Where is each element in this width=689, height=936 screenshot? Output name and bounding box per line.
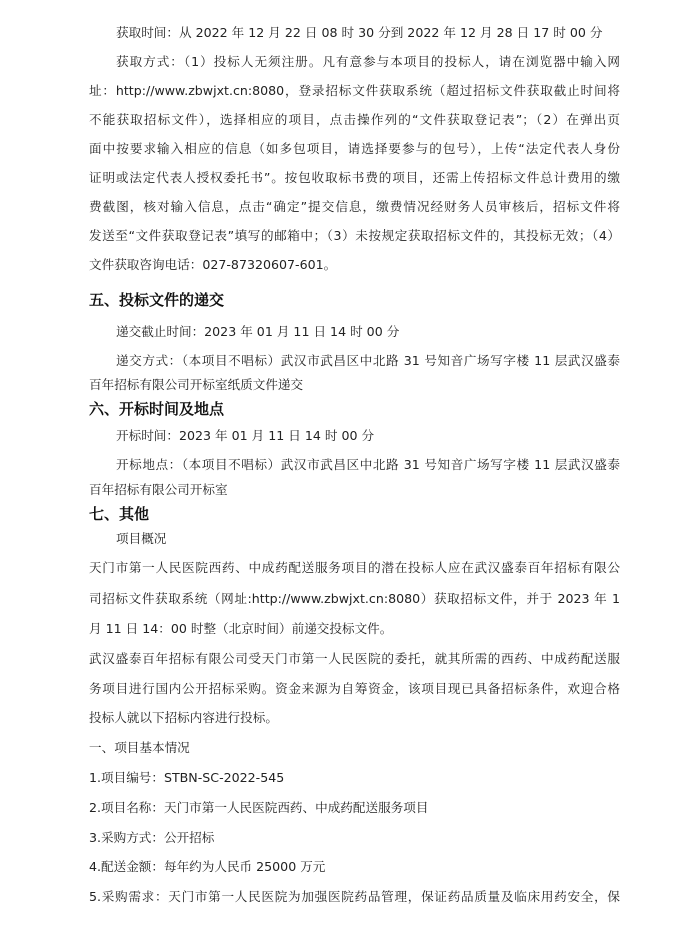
- text-line: 武汉盛泰百年招标有限公司受天门市第一人民医院的委托，就其所需的西药、中成药配送服: [89, 651, 620, 666]
- text-line: 百年招标有限公司开标室纸质文件递交: [89, 377, 304, 392]
- text-line: 一、项目基本情况: [89, 740, 190, 755]
- text-line: 开标时间：2023 年 01 月 11 日 14 时 00 分: [116, 428, 375, 443]
- text-line: 址：http://www.zbwjxt.cn:8080，登录招标文件获取系统（超过招标文件获取截止时间将: [89, 83, 620, 98]
- text-line: 获取时间：从 2022 年 12 月 22 日 08 时 30 分到 2022 年 12 月 28 日 17 时 00 分: [116, 25, 603, 40]
- text-line: 不能获取招标文件），选择相应的项目，点击操作列的“文件获取登记表”；（2）在弹出页: [89, 112, 620, 127]
- text-line: 1.项目编号：STBN-SC-2022-545: [89, 770, 285, 785]
- text-line: 5.采购需求：天门市第一人民医院为加强医院药品管理，保证药品质量及临床用药安全，保: [89, 889, 620, 904]
- text-line: 百年招标有限公司开标室: [89, 482, 228, 497]
- text-line: 证明或法定代表人授权委托书”。按包收取标书费的项目，还需上传招标文件总计费用的缴: [89, 170, 620, 185]
- text-line: 务项目进行国内公开招标采购。资金来源为自筹资金，该项目现已具备招标条件，欢迎合格: [89, 681, 620, 696]
- text-line: 项目概况: [116, 531, 167, 546]
- section-heading: 七、其他: [89, 505, 150, 523]
- text-line: 3.采购方式：公开招标: [89, 830, 215, 845]
- text-line: 面中按要求输入相应的信息（如多包项目，请选择要参与的包号），上传“法定代表人身份: [89, 141, 620, 156]
- text-line: 递交截止时间：2023 年 01 月 11 日 14 时 00 分: [116, 324, 400, 339]
- text-line: 投标人就以下招标内容进行投标。: [89, 710, 278, 725]
- text-line: 开标地点：（本项目不唱标）武汉市武昌区中北路 31 号知音广场写字楼 11 层武汉盛泰: [116, 457, 620, 472]
- text-line: 获取方式：（1）投标人无须注册。凡有意参与本项目的投标人，请在浏览器中输入网: [116, 54, 620, 69]
- text-line: 递交方式：（本项目不唱标）武汉市武昌区中北路 31 号知音广场写字楼 11 层武汉盛泰: [116, 353, 620, 368]
- text-line: 发送至“文件获取登记表”填写的邮箱中；（3）未按规定获取招标文件的，其投标无效；（4）: [89, 228, 620, 243]
- section-heading: 五、投标文件的递交: [89, 291, 225, 309]
- text-line: 文件获取咨询电话：027-87320607-601。: [89, 257, 337, 272]
- text-line: 费截图，核对输入信息，点击“确定”提交信息，缴费情况经财务人员审核后，招标文件将: [89, 199, 620, 214]
- text-line: 2.项目名称：天门市第一人民医院西药、中成药配送服务项目: [89, 800, 429, 815]
- text-line: 4.配送金额：每年约为人民币 25000 万元: [89, 859, 326, 874]
- text-line: 司招标文件获取系统（网址:http://www.zbwjxt.cn:8080）获取招标文件，并于 2023 年 1: [89, 591, 620, 606]
- text-line: 天门市第一人民医院西药、中成药配送服务项目的潜在投标人应在武汉盛泰百年招标有限公: [89, 560, 620, 575]
- section-heading: 六、开标时间及地点: [89, 400, 225, 418]
- text-line: 月 11 日 14：00 时整（北京时间）前递交投标文件。: [89, 621, 393, 636]
